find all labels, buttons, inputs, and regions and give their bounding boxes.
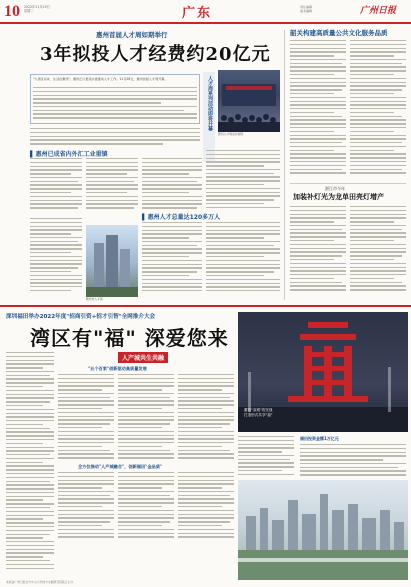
page-number: 10 [4,3,20,20]
section-title: 广东 [182,6,213,21]
right-col1-lines [290,40,346,180]
crowd-photo-icon [218,70,280,132]
bottom-col8-lines [238,436,294,478]
col1-lines [30,158,82,214]
col4-lines [206,150,280,214]
lead-text: "大湾区东岸，生活在惠州"。惠州正以更高水准推动人才工作。11月28日，惠州首届人才周开幕。 [33,77,168,81]
col3-lines [142,158,202,214]
bottom-col3-lines [118,374,174,462]
editor-info: 责任编辑 美术编辑 [300,5,313,14]
footer: 本版由广州日报社与中山大学地方文献研究院联合主办 [6,580,74,584]
bottom-col9-lines [300,444,406,478]
red-label: 人产城共生共融 [118,352,168,363]
bottom-col2-lines [58,374,114,462]
right-col4-lines [350,206,406,298]
skyline-photo [238,480,408,580]
page-date: 2022年11月29日 星期二 [24,5,50,14]
right-col2-lines [350,40,406,180]
col7-lines [206,222,280,298]
bottom-kicker: 深圳福田举办2022年度"招商引资+招才引智"全网推介大会 [6,314,156,320]
bottom-col6-lines [118,472,174,540]
sub-heading-1: "五个百家"创新驱动高质量发展 [88,366,147,371]
newspaper-logo: 广州日报 [360,6,397,16]
right-separator [290,183,406,184]
column-divider [284,30,285,300]
top-photo [218,70,280,132]
col5-lines [30,218,82,298]
top-body-lines [30,128,200,148]
building-photo-caption: 惠州市人才周 [86,297,103,301]
right-headline: 加装补灯光为龙单田亮灯增产 [293,192,384,201]
building-icon [86,225,138,297]
bottom-headline: 湾区有"福" 深爱您来 [30,326,229,350]
top-story-headline: 3年拟投人才经费约20亿元 [40,44,271,65]
sub-heading-2: 全方位推动"人产城融合"，创新福田"金品质" [78,464,163,469]
bottom-col1-lines [6,352,54,577]
sub-section-1: ▌ 惠州已成省内外汇工业重镇 [30,149,108,158]
right-col3-lines [290,206,346,298]
right-heading: 韶关构建高质量公共文化服务品质 [290,29,388,37]
top-story-kicker: 惠州首届人才周如期举行 [96,31,168,39]
right-subheading: 湛江市今年 [325,186,345,191]
sub-section-2: ▌ 惠州人才总量达120多万人 [142,212,220,221]
col6-lines [142,222,202,298]
bottom-divider [0,305,411,307]
fu-photo-caption: 蓄势"双城"攻坚战 打造形式共享"福" [244,408,273,417]
col2-lines [86,158,138,214]
right-column-heading: 福田投资金额1万亿元 [300,436,339,441]
top-photo-caption: 惠州人才周活动现场 [218,132,244,136]
bottom-col4-lines [178,374,234,462]
city-skyline-icon [238,480,408,580]
lead-lines [33,87,197,123]
vertical-title: 人才周系列活动即将开幕 [207,76,213,131]
building-photo [86,225,138,297]
bottom-col5-lines [58,472,114,540]
bottom-col7-lines [178,472,234,540]
lead-box [30,74,200,124]
